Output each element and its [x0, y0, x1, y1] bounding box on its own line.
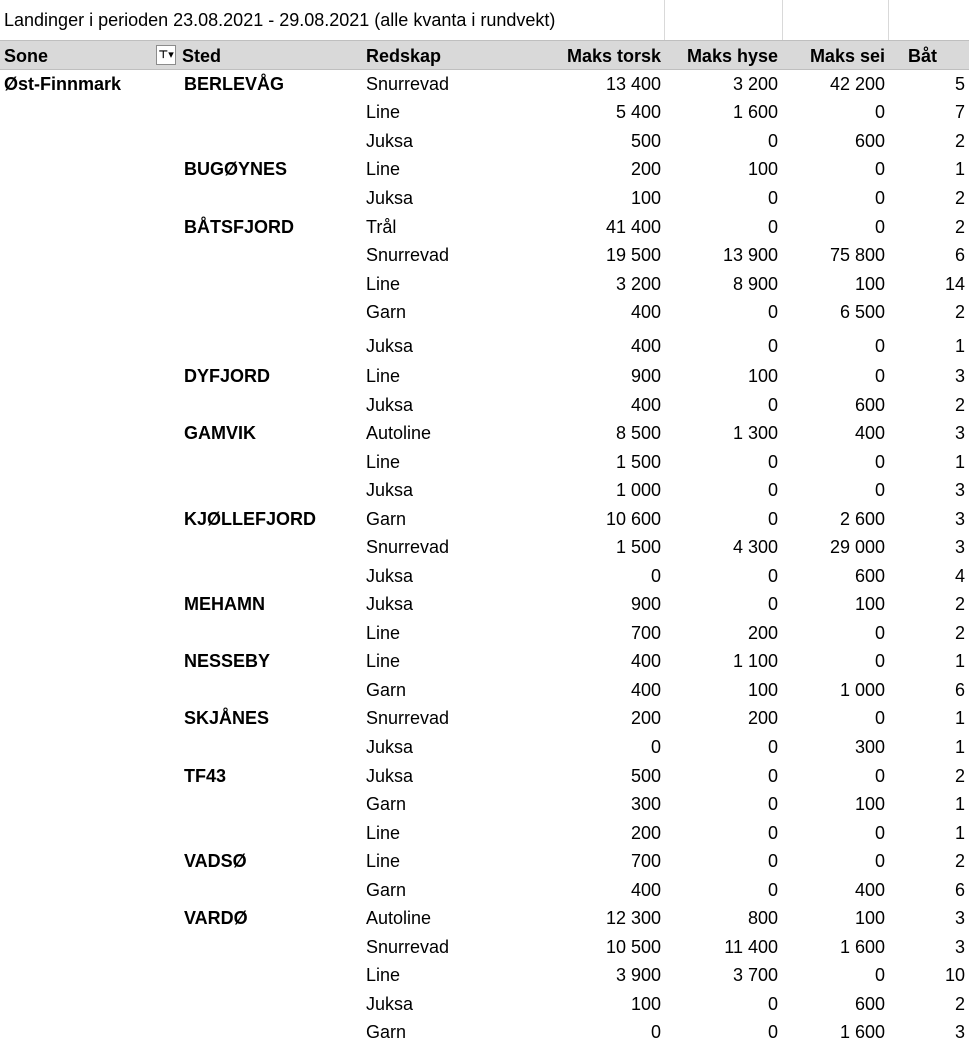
cell-bat: 2 — [954, 302, 965, 322]
cell-maks-hyse: 0 — [767, 302, 778, 322]
cell-maks-torsk: 1 500 — [615, 452, 661, 472]
cell-maks-hyse: 8 900 — [732, 274, 778, 294]
cell-maks-torsk: 500 — [630, 131, 661, 151]
cell-redskap: Garn — [366, 794, 407, 814]
table-row — [0, 1018, 969, 1046]
cell-sone: Øst-Finnmark — [4, 74, 122, 94]
table-row — [0, 619, 969, 647]
cell-maks-torsk: 3 900 — [615, 965, 661, 985]
table-row — [0, 98, 969, 126]
cell-maks-torsk: 700 — [630, 851, 661, 871]
cell-maks-hyse: 0 — [767, 131, 778, 151]
cell-sted: BERLEVÅG — [184, 74, 285, 94]
cell-bat: 3 — [954, 908, 965, 928]
table-row — [0, 990, 969, 1018]
cell-maks-sei: 1 600 — [839, 937, 885, 957]
table-row — [0, 213, 969, 241]
cell-maks-sei: 600 — [854, 994, 885, 1014]
table-row — [0, 184, 969, 212]
header-sone: Sone — [4, 46, 49, 66]
cell-bat: 2 — [954, 623, 965, 643]
cell-redskap: Snurrevad — [366, 537, 450, 557]
cell-maks-torsk: 400 — [630, 302, 661, 322]
cell-bat: 1 — [954, 737, 965, 757]
cell-maks-torsk: 5 400 — [615, 102, 661, 122]
cell-maks-hyse: 100 — [747, 159, 778, 179]
cell-maks-hyse: 200 — [747, 708, 778, 728]
cell-maks-sei: 400 — [854, 423, 885, 443]
cell-redskap: Line — [366, 965, 401, 985]
cell-redskap: Snurrevad — [366, 937, 450, 957]
table-row — [0, 241, 969, 269]
cell-bat: 6 — [954, 245, 965, 265]
cell-redskap: Snurrevad — [366, 245, 450, 265]
cell-maks-hyse: 11 400 — [724, 937, 778, 957]
cell-maks-hyse: 4 300 — [732, 537, 778, 557]
cell-maks-hyse: 0 — [767, 566, 778, 586]
cell-redskap: Snurrevad — [366, 74, 450, 94]
cell-redskap: Line — [366, 851, 401, 871]
cell-bat: 3 — [954, 366, 965, 386]
cell-maks-sei: 0 — [874, 480, 885, 500]
cell-redskap: Line — [366, 366, 401, 386]
cell-maks-sei: 100 — [854, 908, 885, 928]
cell-maks-sei: 600 — [854, 395, 885, 415]
cell-maks-torsk: 100 — [630, 188, 661, 208]
cell-maks-sei: 0 — [874, 188, 885, 208]
table-row — [0, 270, 969, 298]
cell-maks-torsk: 400 — [630, 880, 661, 900]
cell-maks-hyse: 3 700 — [732, 965, 778, 985]
table-row — [0, 847, 969, 875]
cell-redskap: Juksa — [366, 395, 414, 415]
cell-redskap: Line — [366, 651, 401, 671]
table-row — [0, 790, 969, 818]
cell-maks-sei: 1 000 — [839, 680, 885, 700]
table-row — [0, 933, 969, 961]
header-maks-sei: Maks sei — [809, 46, 885, 66]
cell-maks-torsk: 0 — [650, 1022, 661, 1042]
table-row — [0, 155, 969, 183]
cell-maks-sei: 6 500 — [839, 302, 885, 322]
header-maks-hyse: Maks hyse — [686, 46, 778, 66]
cell-maks-sei: 0 — [874, 102, 885, 122]
cell-maks-sei: 0 — [874, 336, 885, 356]
cell-redskap: Garn — [366, 509, 407, 529]
header-sted: Sted — [182, 46, 222, 66]
cell-bat: 3 — [954, 537, 965, 557]
cell-maks-sei: 0 — [874, 823, 885, 843]
cell-bat: 6 — [954, 680, 965, 700]
table-row — [0, 448, 969, 476]
cell-maks-torsk: 700 — [630, 623, 661, 643]
cell-maks-torsk: 200 — [630, 708, 661, 728]
cell-sted: VARDØ — [184, 908, 248, 928]
cell-maks-sei: 0 — [874, 366, 885, 386]
cell-bat: 2 — [954, 851, 965, 871]
table-row — [0, 676, 969, 704]
cell-maks-torsk: 0 — [650, 737, 661, 757]
cell-redskap: Juksa — [366, 480, 414, 500]
cell-maks-torsk: 900 — [630, 366, 661, 386]
cell-bat: 14 — [944, 274, 965, 294]
cell-redskap: Juksa — [366, 766, 414, 786]
header-redskap: Redskap — [366, 46, 442, 66]
cell-maks-sei: 75 800 — [829, 245, 885, 265]
cell-redskap: Line — [366, 452, 401, 472]
page-title: Landinger i perioden 23.08.2021 - 29.08.2021 (alle kvanta i rundvekt) — [4, 10, 556, 30]
cell-redskap: Garn — [366, 302, 407, 322]
cell-sted: SKJÅNES — [184, 708, 270, 728]
cell-maks-torsk: 1 500 — [615, 537, 661, 557]
cell-maks-torsk: 41 400 — [605, 217, 661, 237]
cell-maks-sei: 29 000 — [829, 537, 885, 557]
table-row — [0, 476, 969, 504]
cell-redskap: Garn — [366, 1022, 407, 1042]
cell-redskap: Garn — [366, 680, 407, 700]
cell-maks-hyse: 100 — [747, 366, 778, 386]
header-bat: Båt — [908, 46, 938, 66]
cell-maks-torsk: 900 — [630, 594, 661, 614]
cell-maks-torsk: 200 — [630, 159, 661, 179]
cell-maks-sei: 0 — [874, 708, 885, 728]
cell-bat: 1 — [954, 159, 965, 179]
table-row — [0, 904, 969, 932]
cell-bat: 3 — [954, 937, 965, 957]
cell-maks-sei: 0 — [874, 851, 885, 871]
table-header — [0, 40, 969, 70]
gridline — [888, 0, 889, 40]
cell-maks-hyse: 0 — [767, 994, 778, 1014]
cell-redskap: Trål — [366, 217, 397, 237]
cell-maks-sei: 300 — [854, 737, 885, 757]
gridline — [782, 0, 783, 40]
table-row — [0, 362, 969, 390]
cell-bat: 1 — [954, 794, 965, 814]
cell-maks-hyse: 0 — [767, 880, 778, 900]
cell-maks-hyse: 3 200 — [732, 74, 778, 94]
header-maks-torsk: Maks torsk — [566, 46, 661, 66]
cell-maks-sei: 100 — [854, 594, 885, 614]
cell-maks-hyse: 0 — [767, 188, 778, 208]
cell-maks-hyse: 0 — [767, 217, 778, 237]
cell-maks-sei: 600 — [854, 131, 885, 151]
cell-maks-torsk: 500 — [630, 766, 661, 786]
cell-redskap: Juksa — [366, 131, 414, 151]
title-row — [0, 0, 969, 40]
cell-maks-hyse: 1 300 — [732, 423, 778, 443]
cell-maks-sei: 42 200 — [829, 74, 885, 94]
cell-redskap: Line — [366, 823, 401, 843]
cell-maks-hyse: 13 900 — [722, 245, 778, 265]
cell-bat: 4 — [954, 566, 965, 586]
cell-sted: BUGØYNES — [184, 159, 288, 179]
cell-maks-hyse: 100 — [747, 680, 778, 700]
cell-redskap: Juksa — [366, 188, 414, 208]
cell-bat: 1 — [954, 708, 965, 728]
cell-sted: DYFJORD — [184, 366, 271, 386]
table-row — [0, 332, 969, 360]
cell-maks-torsk: 0 — [650, 566, 661, 586]
cell-bat: 2 — [954, 994, 965, 1014]
cell-maks-torsk: 400 — [630, 336, 661, 356]
cell-maks-torsk: 400 — [630, 680, 661, 700]
cell-sted: TF43 — [184, 766, 227, 786]
cell-bat: 5 — [954, 74, 965, 94]
cell-maks-torsk: 1 000 — [615, 480, 661, 500]
cell-redskap: Autoline — [366, 423, 432, 443]
table-row — [0, 590, 969, 618]
cell-bat: 2 — [954, 217, 965, 237]
cell-redskap: Juksa — [366, 594, 414, 614]
cell-redskap: Autoline — [366, 908, 432, 928]
cell-bat: 1 — [954, 823, 965, 843]
cell-redskap: Line — [366, 274, 401, 294]
cell-sted: MEHAMN — [184, 594, 265, 614]
cell-bat: 3 — [954, 509, 965, 529]
cell-bat: 2 — [954, 131, 965, 151]
table-row — [0, 298, 969, 326]
cell-maks-hyse: 0 — [767, 395, 778, 415]
table-row — [0, 819, 969, 847]
cell-maks-sei: 100 — [854, 274, 885, 294]
cell-maks-hyse: 0 — [767, 509, 778, 529]
cell-maks-torsk: 3 200 — [615, 274, 661, 294]
cell-maks-hyse: 0 — [767, 766, 778, 786]
cell-maks-torsk: 200 — [630, 823, 661, 843]
cell-bat: 2 — [954, 188, 965, 208]
cell-maks-hyse: 0 — [767, 480, 778, 500]
cell-maks-sei: 2 600 — [839, 509, 885, 529]
cell-maks-sei: 400 — [854, 880, 885, 900]
cell-maks-hyse: 0 — [767, 452, 778, 472]
cell-maks-sei: 100 — [854, 794, 885, 814]
cell-maks-hyse: 0 — [767, 851, 778, 871]
cell-redskap: Garn — [366, 880, 407, 900]
cell-maks-torsk: 400 — [630, 651, 661, 671]
filter-sort-icon[interactable]: ⊤▾ — [156, 45, 176, 65]
table-row — [0, 961, 969, 989]
cell-maks-hyse: 1 600 — [732, 102, 778, 122]
cell-redskap: Juksa — [366, 336, 414, 356]
cell-maks-hyse: 0 — [767, 794, 778, 814]
cell-bat: 1 — [954, 651, 965, 671]
cell-maks-sei: 0 — [874, 766, 885, 786]
cell-sted: GAMVIK — [184, 423, 256, 443]
cell-maks-sei: 0 — [874, 623, 885, 643]
cell-maks-sei: 0 — [874, 159, 885, 179]
table-row — [0, 733, 969, 761]
gridline — [664, 0, 665, 40]
cell-redskap: Line — [366, 623, 401, 643]
cell-bat: 3 — [954, 480, 965, 500]
cell-bat: 1 — [954, 336, 965, 356]
cell-maks-torsk: 10 500 — [605, 937, 661, 957]
table-row — [0, 419, 969, 447]
cell-maks-hyse: 200 — [747, 623, 778, 643]
cell-maks-torsk: 100 — [630, 994, 661, 1014]
cell-sted: KJØLLEFJORD — [184, 509, 317, 529]
table-row — [0, 762, 969, 790]
cell-sted: NESSEBY — [184, 651, 271, 671]
cell-redskap: Line — [366, 102, 401, 122]
cell-redskap: Juksa — [366, 737, 414, 757]
cell-maks-hyse: 0 — [767, 1022, 778, 1042]
table-row — [0, 704, 969, 732]
cell-maks-torsk: 10 600 — [605, 509, 661, 529]
cell-bat: 7 — [954, 102, 965, 122]
cell-maks-torsk: 12 300 — [605, 908, 661, 928]
cell-maks-hyse: 0 — [767, 336, 778, 356]
cell-maks-torsk: 300 — [630, 794, 661, 814]
cell-bat: 3 — [954, 423, 965, 443]
cell-maks-hyse: 1 100 — [732, 651, 778, 671]
cell-maks-hyse: 0 — [767, 594, 778, 614]
cell-redskap: Line — [366, 159, 401, 179]
cell-maks-sei: 1 600 — [839, 1022, 885, 1042]
table-row — [0, 70, 969, 98]
cell-maks-hyse: 0 — [767, 737, 778, 757]
cell-maks-torsk: 13 400 — [605, 74, 661, 94]
cell-maks-sei: 0 — [874, 452, 885, 472]
cell-redskap: Juksa — [366, 994, 414, 1014]
cell-sted: VADSØ — [184, 851, 247, 871]
cell-bat: 1 — [954, 452, 965, 472]
table-row — [0, 876, 969, 904]
cell-maks-torsk: 8 500 — [615, 423, 661, 443]
table-row — [0, 127, 969, 155]
cell-maks-sei: 0 — [874, 965, 885, 985]
cell-maks-torsk: 19 500 — [605, 245, 661, 265]
cell-maks-hyse: 800 — [747, 908, 778, 928]
cell-maks-sei: 0 — [874, 651, 885, 671]
cell-maks-torsk: 400 — [630, 395, 661, 415]
table-row — [0, 647, 969, 675]
cell-bat: 2 — [954, 395, 965, 415]
cell-bat: 10 — [944, 965, 965, 985]
cell-maks-sei: 0 — [874, 217, 885, 237]
cell-maks-hyse: 0 — [767, 823, 778, 843]
cell-redskap: Juksa — [366, 566, 414, 586]
table-row — [0, 533, 969, 561]
cell-bat: 2 — [954, 594, 965, 614]
cell-bat: 2 — [954, 766, 965, 786]
table-row — [0, 562, 969, 590]
cell-maks-sei: 600 — [854, 566, 885, 586]
table-row — [0, 391, 969, 419]
cell-bat: 3 — [954, 1022, 965, 1042]
cell-bat: 6 — [954, 880, 965, 900]
cell-redskap: Snurrevad — [366, 708, 450, 728]
table-row — [0, 505, 969, 533]
cell-sted: BÅTSFJORD — [184, 217, 295, 237]
